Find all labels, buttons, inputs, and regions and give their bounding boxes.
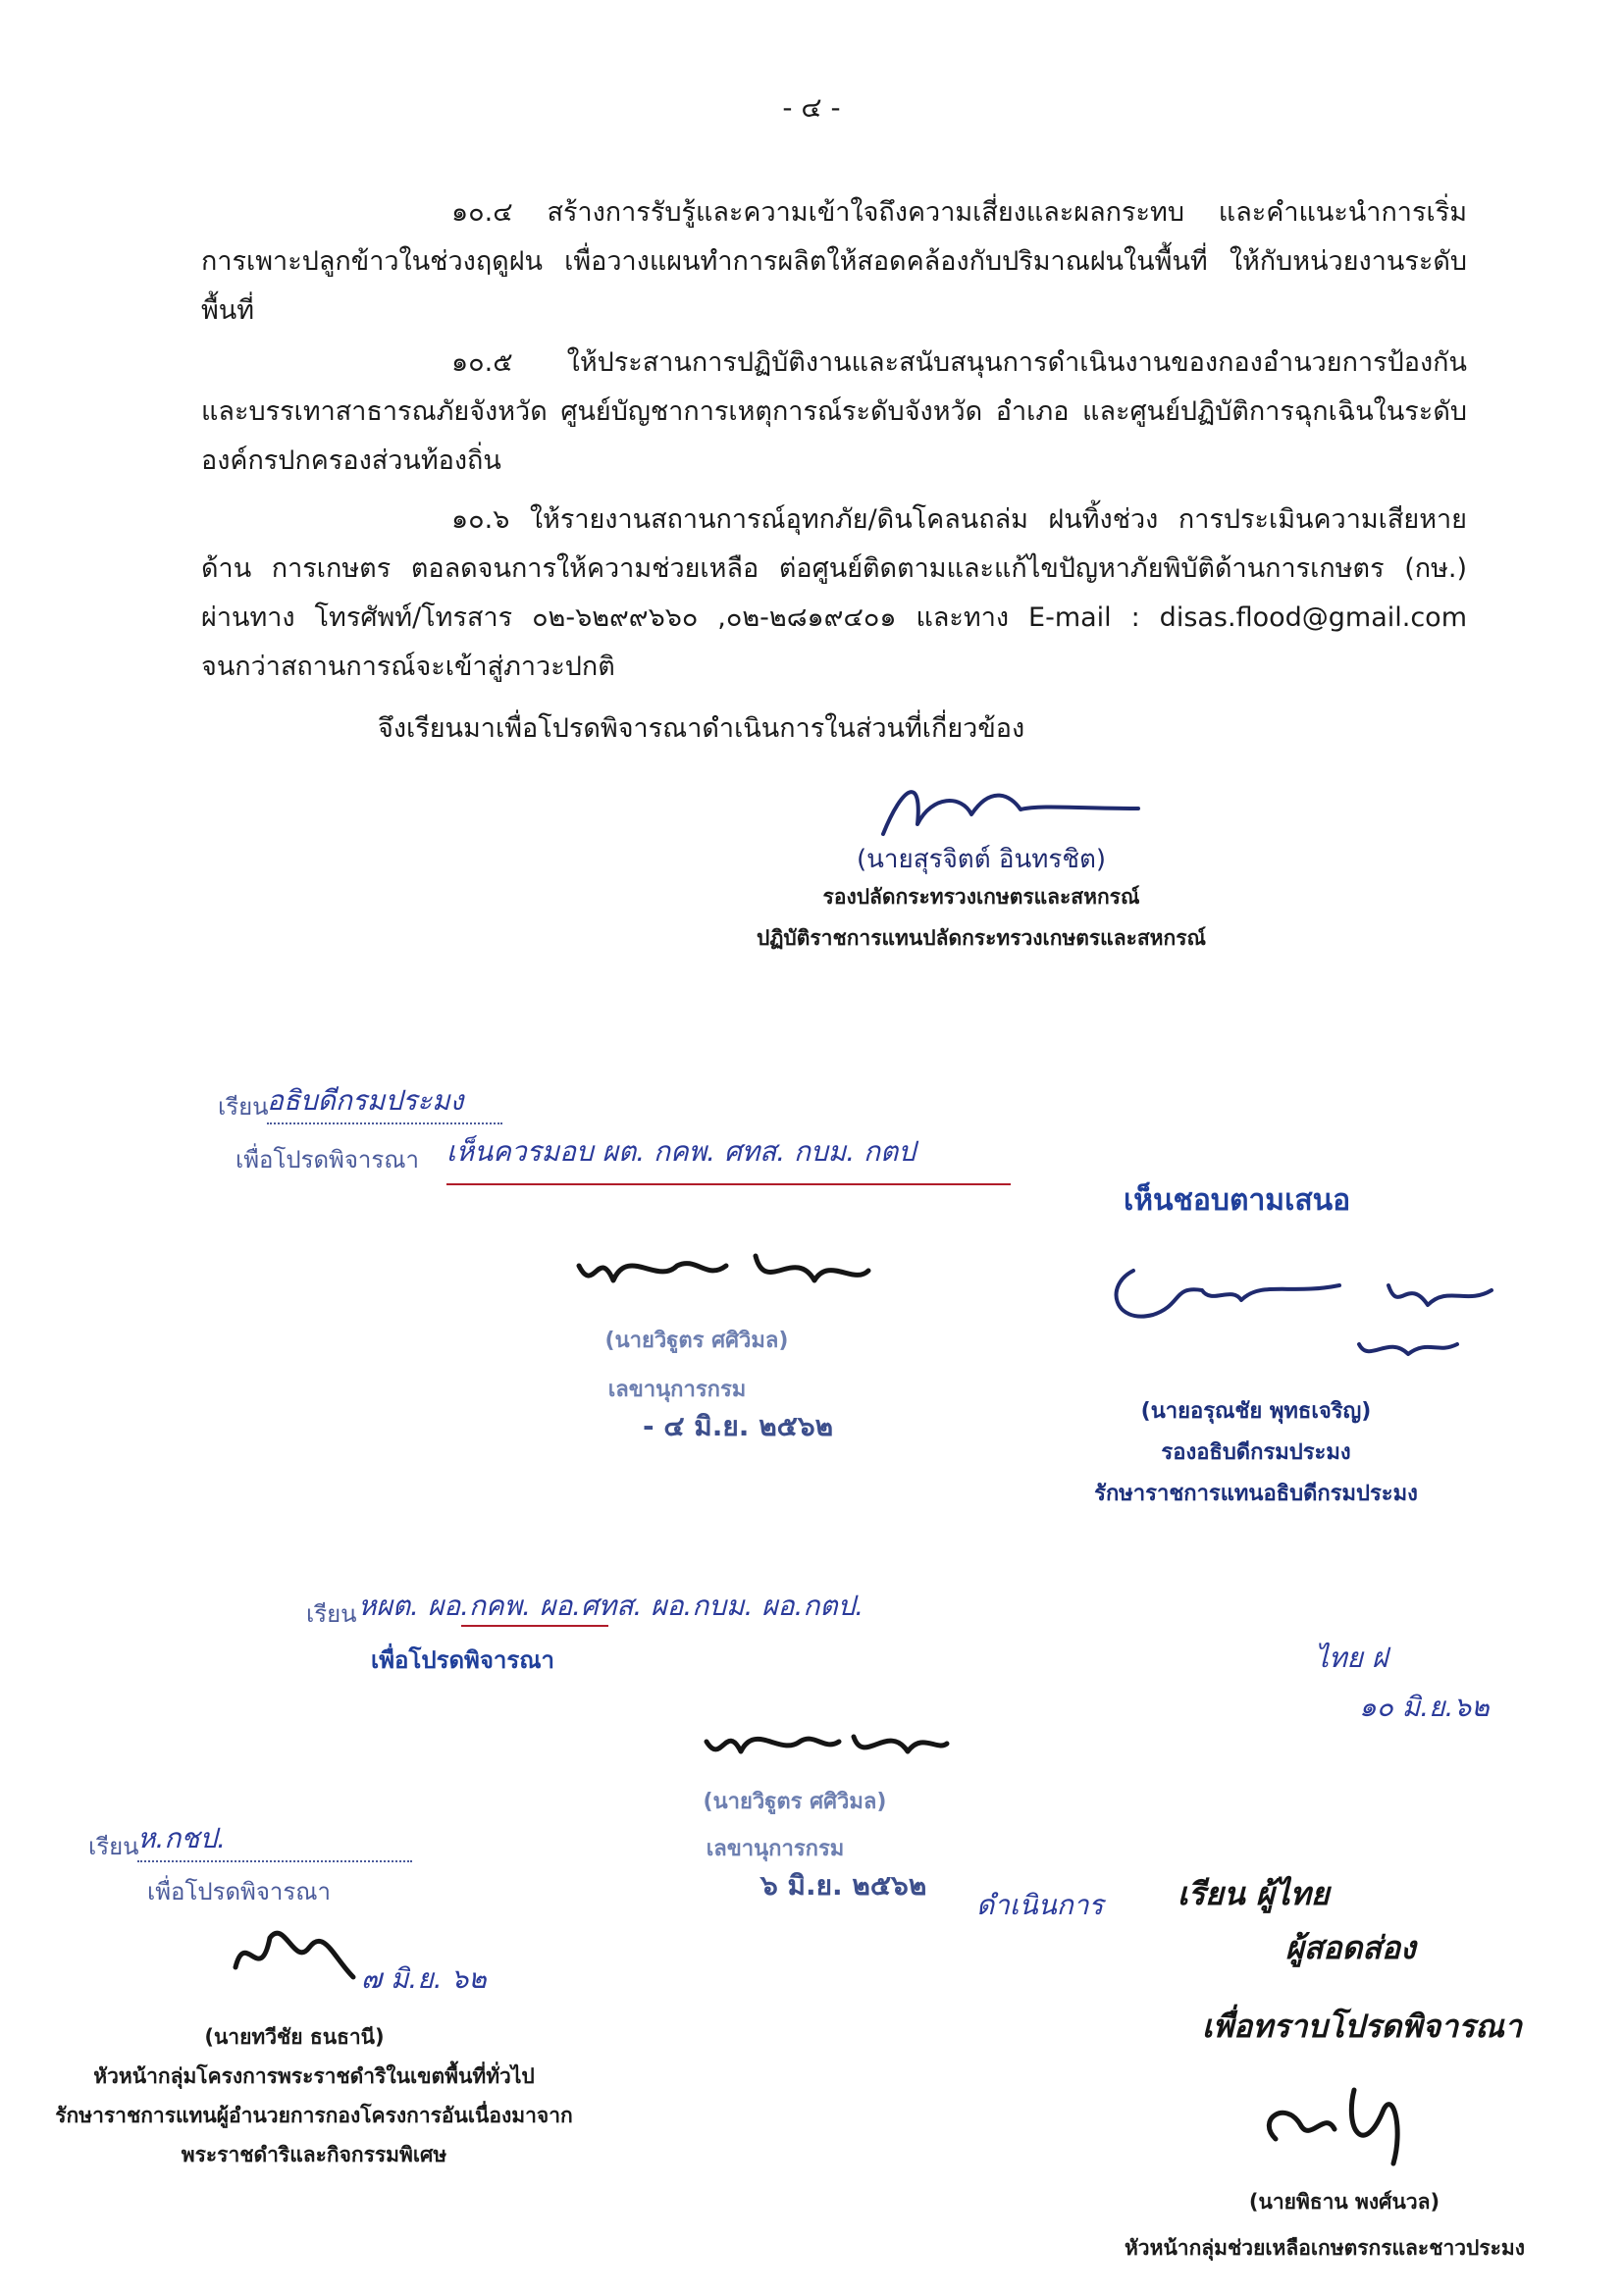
approval-name: (นายอรุณชัย พุทธเจริญ) [1140, 1399, 1372, 1424]
note1-stamp-title: เลขานุการกรม [607, 1378, 747, 1402]
note4-title: หัวหน้ากลุ่มช่วยเหลือเกษตรกรและชาวประมง [1124, 2236, 1526, 2260]
page-number: - ๔ - [782, 91, 841, 124]
signature-note3 [216, 1908, 363, 2002]
signature-approval [1094, 1246, 1506, 1374]
note3-title-dept: พระราชดำริและกิจกรรมพิเศษ [181, 2143, 447, 2166]
signatory-title-acting: ปฏิบัติราชการแทนปลัดกระทรวงเกษตรและสหกรณ์ [757, 926, 1206, 950]
note1-purpose-value: เห็นควรมอบ ผต. กคพ. ศทส. กบม. กตป [446, 1135, 916, 1168]
note2-stamp-name: (นายวิฐูตร ศศิวิมล) [703, 1790, 887, 1814]
signature-note1 [569, 1226, 883, 1315]
note3-purpose-label: เพื่อโปรดพิจารณา [147, 1878, 332, 1905]
note2-to-label: เรียน [306, 1600, 357, 1628]
note1-to-value: อธิบดีกรมประมง [267, 1079, 502, 1124]
approval-title: รองอธิบดีกรมประมง [1161, 1440, 1351, 1465]
note3-to-label: เรียน [88, 1833, 139, 1860]
right-handnote-line1: ไทย ฝ [1315, 1642, 1388, 1674]
right-handnote-date: ๑๐ มิ.ย.๖๒ [1359, 1691, 1490, 1723]
signature-note4 [1246, 2070, 1423, 2178]
center-handnote: ดำเนินการ [976, 1889, 1104, 1921]
signatory-title: รองปลัดกระทรวงเกษตรและสหกรณ์ [822, 885, 1140, 909]
note2-stamp-title: เลขานุการกรม [706, 1837, 845, 1861]
note4-name: (นายพิธาน พงศ์นวล) [1248, 2190, 1440, 2214]
red-underline [446, 1183, 1011, 1185]
paragraph-first-line: ๑๐.๕ ให้ประสานการปฏิบัติงานและสนับสนุนการดำเนินงานของกองอำนวยการป้องกัน [451, 347, 1467, 378]
closing-sentence: จึงเรียนมาเพื่อโปรดพิจารณาดำเนินการในส่วนที่เกี่ยวข้อง [378, 713, 1025, 744]
note4-hand-line2: ผู้สอดส่อง [1285, 1929, 1416, 1966]
note3-name: (นายทวีชัย ธนธานี) [204, 2025, 385, 2049]
note4-hand-line3: เพื่อทราบโปรดพิจารณา [1202, 2008, 1522, 2045]
signatory-name: (นายสุรจิตต์ อินทรชิต) [856, 845, 1107, 874]
note2-purpose-label: เพื่อโปรดพิจารณา [371, 1646, 555, 1674]
note3-title-acting: รักษาราชการแทนผู้อำนวยการกองโครงการอันเนื่องมาจาก [55, 2104, 573, 2127]
paragraph-first-line: ๑๐.๖ ให้รายงานสถานการณ์อุทกภัย/ดินโคลนถล่ม ฝนทิ้งช่วง การประเมินความเสียหายด้าน [201, 504, 1467, 584]
note3-date: ๗ มิ.ย. ๖๒ [361, 1962, 487, 1995]
paragraph-10-5 [201, 339, 1467, 486]
signature-note2 [697, 1702, 952, 1781]
paragraph-10-4 [201, 188, 1467, 336]
note3-title: หัวหน้ากลุ่มโครงการพระราชดำริในเขตพื้นที่ทั่วไป [93, 2064, 535, 2088]
approval-heading: เห็นชอบตามเสนอ [1124, 1183, 1351, 1218]
paragraph-rest: และบรรเทาสาธารณภัยจังหวัด ศูนย์บัญชาการเหตุการณ์ระดับจังหวัด อำเภอ และศูนย์ปฏิบัติการฉุกเฉินในระดับองค์กรปกครองส่วนท้องถิ่น [201, 396, 1467, 476]
note1-purpose-label: เพื่อโปรดพิจารณา [236, 1146, 420, 1174]
note4-hand-line1: เรียน ผู้ไทย [1178, 1875, 1330, 1912]
paragraph-first-line: ๑๐.๔ สร้างการรับรู้และความเข้าใจถึงความเสี่ยงและผลกระทบ และคำแนะนำการเริ่ม [451, 197, 1467, 228]
note1-stamp-date: - ๔ มิ.ย. ๒๕๖๒ [643, 1410, 834, 1442]
red-underline-short [461, 1625, 608, 1627]
paragraph-10-6 [201, 496, 1467, 692]
note1-stamp-name: (นายวิฐูตร ศศิวิมล) [604, 1329, 789, 1353]
approval-title-acting: รักษาราชการแทนอธิบดีกรมประมง [1094, 1482, 1418, 1506]
paragraph-rest: การเกษตร ตอลดจนการให้ความช่วยเหลือ ต่อศูนย์ติดตามและแก้ไขปัญหาภัยพิบัติด้านการเกษตร (กษ.) ผ่านทาง โทรศัพท์/โทรสาร ๐๒-๖๒๙๙๖๖๐ ,๐๒-๒๘๑๙๔๐๑ และทาง E-mail : disas.flood@gmail.com จนกว่าสถานการณ์จะเข้าสู่ภาวะปกติ [201, 553, 1467, 682]
note2-stamp-date: ๖ มิ.ย. ๒๕๖๒ [760, 1869, 927, 1902]
note2-to-value: หผต. ผอ.กคพ. ผอ.ศทส. ผอ.กบม. ผอ.กตป. [358, 1590, 864, 1622]
paragraph-rest: การเพาะปลูกข้าวในช่วงฤดูฝน เพื่อวางแผนทำการผลิตให้สอดคล้องกับปริมาณฝนในพื้นที่ ให้กับหน่วยงานระดับพื้นที่ [201, 246, 1467, 326]
note1-to-label: เรียน [218, 1093, 269, 1121]
note3-to-value: ห.กชป. [137, 1817, 412, 1862]
